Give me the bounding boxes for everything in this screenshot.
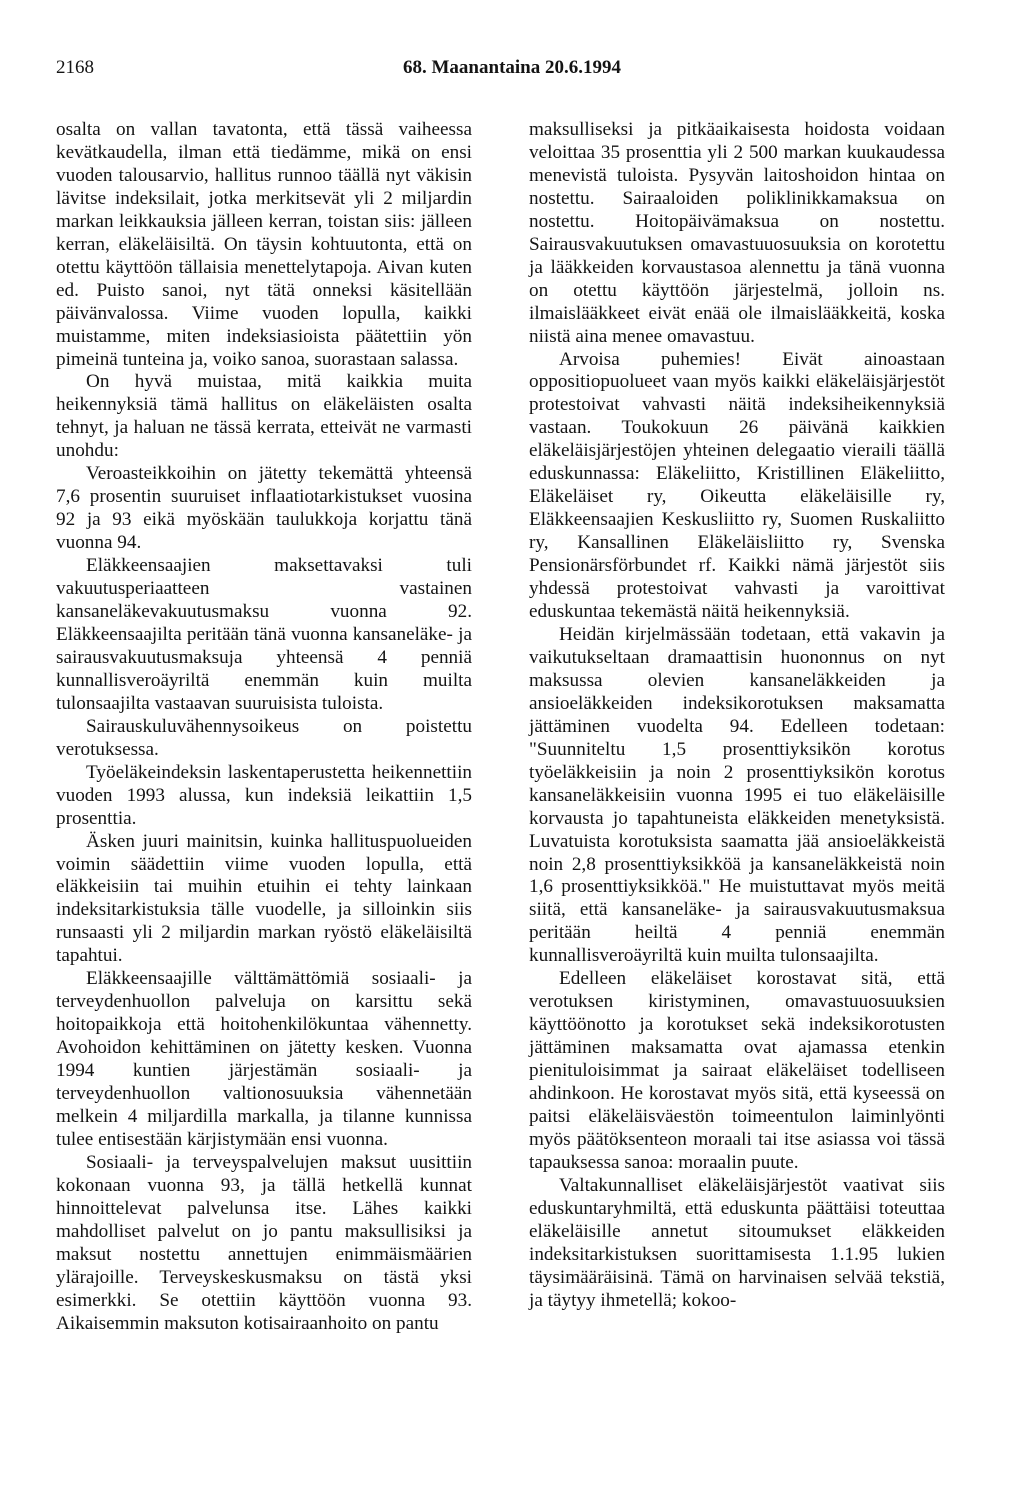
session-title: 68. Maanantaina 20.6.1994 (403, 57, 621, 78)
right-column (529, 119, 945, 1313)
paragraph: Heidän kirjelmässään todetaan, että vakavin ja vaikutukseltaan dramaattisin huononnus on nyt maksussa olevien kansaneläkkeiden ja ansioeläkkeiden indeksikorotuksen maksamatta jättäminen vuodelta 94. Edelleen todetaan: "Suunniteltu 1,5 prosenttiyksikön korotus työeläkkeisiin ja noin 2 prosenttiyksikön korotus kansaneläkkeisiin vuonna 1995 ei tuo eläkeläisille korvausta jo tapahtuneista eläkkeiden menetyksistä. Luvatuista korotuksista saamatta jää ansioeläkkeistä noin 2,8 prosenttiyksikköä ja kansaneläkkeistä noin 1,6 prosenttiyksikköä." He muistuttavat myös meitä siitä, että kansaneläke- ja sairausvakuutusmaksua peritään heiltä 4 penniä enemmän kunnallisveroäyriltä kuin muilta tulonsaajilta. (529, 623, 945, 967)
paragraph: maksulliseksi ja pitkäaikaisesta hoidosta voidaan veloittaa 35 prosenttia yli 2 500 markan kuukaudessa menevistä tuloista. Pysyvän laitoshoidon hintaa on nostettu. Sairaaloiden poliklinikkamaksua on nostettu. Hoitopäivämaksua on nostettu. Sairausvakuutuksen omavastuuosuuksia on korotettu ja lääkkeiden korvaustasoa alennettu ja tänä vuonna on otettu käyttöön järjestelmä, jolloin ns. ilmaislääkkeet eivät enää ole ilmaislääkkeitä, koska niistä aina menee omavastuu. (529, 119, 945, 347)
left-column (56, 119, 472, 1336)
paragraph: Sairauskuluvähennysoikeus on poistettu verotuksessa. (56, 715, 472, 760)
paragraph: Eläkkeensaajien maksettavaksi tuli vakuutusperiaatteen vastainen kansaneläkevakuutusmaksu vuonna 92. Eläkkeensaajilta peritään tänä vuonna kansaneläke- ja sairausvakuutusmaksuja yhteensä 4 penniä kunnallisveroäyriltä enemmän kuin muilta tulonsaajilta vastaavan suuruisista tuloista. (56, 555, 472, 714)
page-header (56, 57, 968, 87)
paragraph: Työeläkeindeksin laskentaperustetta heikennettiin vuoden 1993 alussa, kun indeksiä leikattiin 1,5 prosenttia. (56, 761, 472, 829)
paragraph: Äsken juuri mainitsin, kuinka hallituspuolueiden voimin säädettiin viime vuoden lopulla, että eläkkeisiin tai muihin etuihin ei tehty lainkaan indeksitarkistuksia tälle vuodelle, ja silloinkin siis runsaasti yli 2 miljardin markan ryöstö eläkeläisiltä tapahtui. (56, 830, 472, 967)
paragraph: Edelleen eläkeläiset korostavat sitä, että verotuksen kiristyminen, omavastuuosuuksien käyttöönotto ja korotukset sekä indeksikorotusten jättäminen maksamatta ovat ajamassa etenkin pienituloisimmat ja sairaat eläkeläiset todelliseen ahdinkoon. He korostavat myös sitä, että kyseessä on paitsi eläkeläisväestön toimeentulon laiminlyönti myös päätöksenteon moraali tai itse asiassa voi tässä tapauksessa sanoa: moraalin puute. (529, 968, 945, 1173)
paragraph: osalta on vallan tavatonta, että tässä vaiheessa kevätkaudella, ilman että tiedämme, mikä on ensi vuoden talousarvio, hallitus runnoo täällä nyt väkisin lävitse indeksilait, jotka merkitsevät yli 2 miljardin markan leikkauksia jälleen kerran, toistan siis: jälleen kerran, eläkeläisiltä. On täysin kohtuutonta, että on otettu käyttöön tällaisia menettelytapoja. Aivan kuten ed. Puisto sanoi, nyt tätä onneksi käsitellään päivänvalossa. Viime vuoden lopulla, kaikki muistamme, miten indeksiasioista päätettiin yön pimeinä tunteina ja, voiko sanoa, suorastaan salassa. (56, 119, 472, 370)
paragraph: Valtakunnalliset eläkeläisjärjestöt vaativat siis eduskuntaryhmiltä, että eduskunta päättäisi toteuttaa eläkeläisille annetut sitoumukset eläkkeiden indeksitarkistuksen suorittamisesta 1.1.95 lukien täysimääräisinä. Tämä on harvinaisen selvää tekstiä, ja täytyy ihmetellä; kokoo- (529, 1174, 945, 1311)
paragraph: On hyvä muistaa, mitä kaikkia muita heikennyksiä tämä hallitus on eläkeläisten osalta tehnyt, ja haluan ne tässä kerrata, etteivät ne varmasti unohdu: (56, 371, 472, 462)
page-number: 2168 (56, 57, 94, 78)
paragraph: Arvoisa puhemies! Eivät ainoastaan oppositiopuolueet vaan myös kaikki eläkeläisjärjestöt protestoivat vahvasti näitä indeksiheikennyksiä vastaan. Toukokuun 26 päivänä kaikkien eläkeläisjärjestöjen yhteinen delegaatio vieraili täällä eduskunnassa: Eläkeliitto, Kristillinen Eläkeliitto, Eläkeläiset ry, Oikeutta eläkeläisille ry, Eläkkeensaajien Keskusliitto ry, Suomen Ruskaliitto ry, Kansallinen Eläkeläisliitto ry, Svenska Pensionärsförbundet rf. Kaikki nämä järjestöt siis yhdessä protestoivat vahvasti ja varoittivat eduskuntaa tekemästä näitä heikennyksiä. (529, 348, 945, 623)
paragraph: Sosiaali- ja terveyspalvelujen maksut uusittiin kokonaan vuonna 93, ja tällä hetkellä kunnat hinnoittelevat palvelunsa itse. Lähes kaikki mahdolliset palvelut on jo pantu maksullisiksi ja maksut nostettu annettujen enimmäismäärien ylärajoille. Terveyskeskusmaksu on tästä yksi esimerkki. Se otettiin käyttöön vuonna 93. Aikaisemmin maksuton kotisairaanhoito on pantu (56, 1151, 472, 1334)
paragraph: Eläkkeensaajille välttämättömiä sosiaali- ja terveydenhuollon palveluja on karsittu sekä hoitopaikkoja että hoitohenkilökuntaa vähennetty. Avohoidon kehittäminen on jätetty kesken. Vuonna 1994 kuntien järjestämän sosiaali- ja terveydenhuollon valtionosuuksia vähennetään melkein 4 miljardilla markalla, ja tilanne kunnissa tulee entisestään kärjistymään ensi vuonna. (56, 968, 472, 1150)
paragraph: Veroasteikkoihin on jätetty tekemättä yhteensä 7,6 prosentin suuruiset inflaatiotarkistukset vuosina 92 ja 93 eikä myöskään taulukkoja korjattu tänä vuonna 94. (56, 463, 472, 554)
